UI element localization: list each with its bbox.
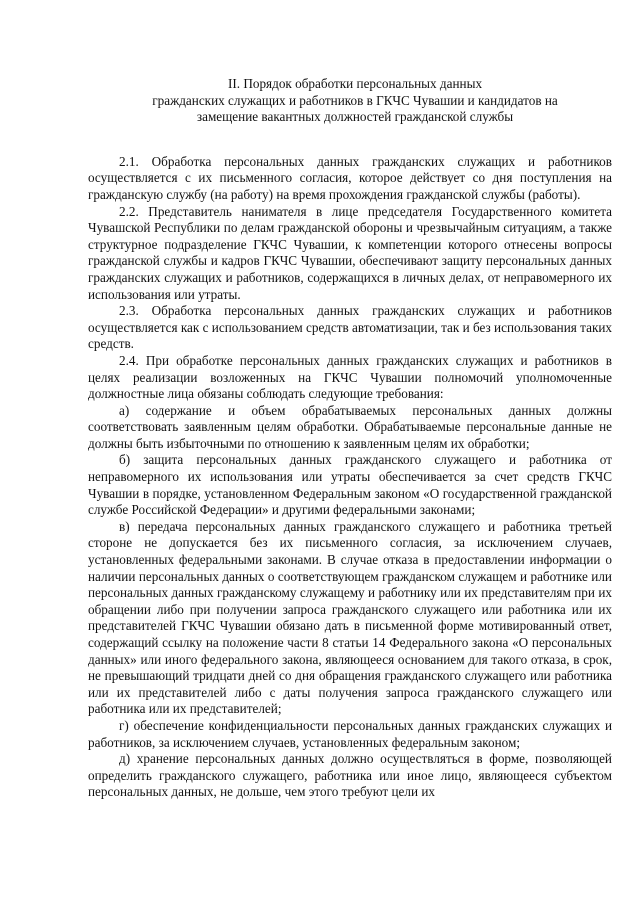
paragraph-2-1: 2.1. Обработка персональных данных гражданских служащих и работников осуществляется с их письменного согласия, которое действует со дня поступления на гражданскую службу (на работу) на время прохождения гражданской службы (работы). — [88, 153, 612, 202]
paragraph-2-3: 2.3. Обработка персональных данных гражданских служащих и работников осуществляется как с использованием средств автоматизации, так и без использования таких средств. — [88, 303, 612, 352]
paragraph-2-4: 2.4. При обработке персональных данных гражданских служащих и работников в целях реализации возложенных на ГКЧС Чувашии полномочий уполномоченные должностные лица обязаны соблюдать следующие требования: — [88, 352, 612, 402]
paragraph-item-a: а) содержание и объем обрабатываемых персональных данных должны соответствовать заявленным целям обработки. Обрабатываемые персональные данные не должны быть избыточными по отношению к заявленным целям их обработки; — [88, 402, 612, 451]
heading-line-3: замещение вакантных должностей гражданской службы — [196, 109, 514, 125]
paragraph-item-v: в) передача персональных данных гражданского служащего и работника третьей стороне не допускается без их письменного согласия, за исключением случаев, установленных федеральными законами. В случае отказа в предоставлении информации о наличии персональных данных о соответствующем гражданском служащем и работнике или персональных данных гражданскому служащему и работнику или их представителям при их обращении либо при получении запроса гражданского служащего или работника или их представителей ГКЧС Чувашии обязано дать в письменной форме мотивированный ответ, содержащий ссылку на положение части 8 статьи 14 Федерального закона «О персональных данных» или иного федерального закона, являющееся основанием для такого отказа, в срок, не превышающий тридцати дней со дня обращения гражданского служащего или работника или их представителей либо с даты получения запроса гражданского служащего или работника или их представителей; — [88, 518, 612, 717]
paragraph-2-2: 2.2. Представитель нанимателя в лице председателя Государственного комитета Чувашской Республики по делам гражданской обороны и чрезвычайным ситуациям, а также структурное подразделение ГКЧС Чувашии, к компетенции которого отнесены вопросы гражданской службы и кадров ГКЧС Чувашии, обеспечивают защиту персональных данных гражданских служащих и работников, содержащихся в личных делах, от неправомерного их использования или утраты. — [88, 203, 612, 302]
document-page — [88, 76, 612, 801]
paragraph-item-g: г) обеспечение конфиденциальности персональных данных гражданских служащих и работников, за исключением случаев, установленных федеральным законом; — [88, 717, 612, 750]
section-heading — [88, 76, 612, 126]
paragraph-item-b: б) защита персональных данных гражданского служащего и работника от неправомерного их использования или утраты обеспечивается за счет средств ГКЧС Чувашии в порядке, установленном Федеральным законом «О государственной гражданской службе Российской Федерации» и другими федеральными законами; — [88, 452, 612, 518]
heading-line-2: гражданских служащих и работников в ГКЧС Чувашии и кандидатов на — [152, 92, 558, 108]
heading-line-1: II. Порядок обработки персональных данных — [227, 76, 483, 91]
paragraph-item-d: д) хранение персональных данных должно осуществляться в форме, позволяющей определить гражданского служащего, работника или иное лицо, являющееся субъектом персональных данных, не дольше, чем этого требуют цели их — [88, 751, 612, 800]
